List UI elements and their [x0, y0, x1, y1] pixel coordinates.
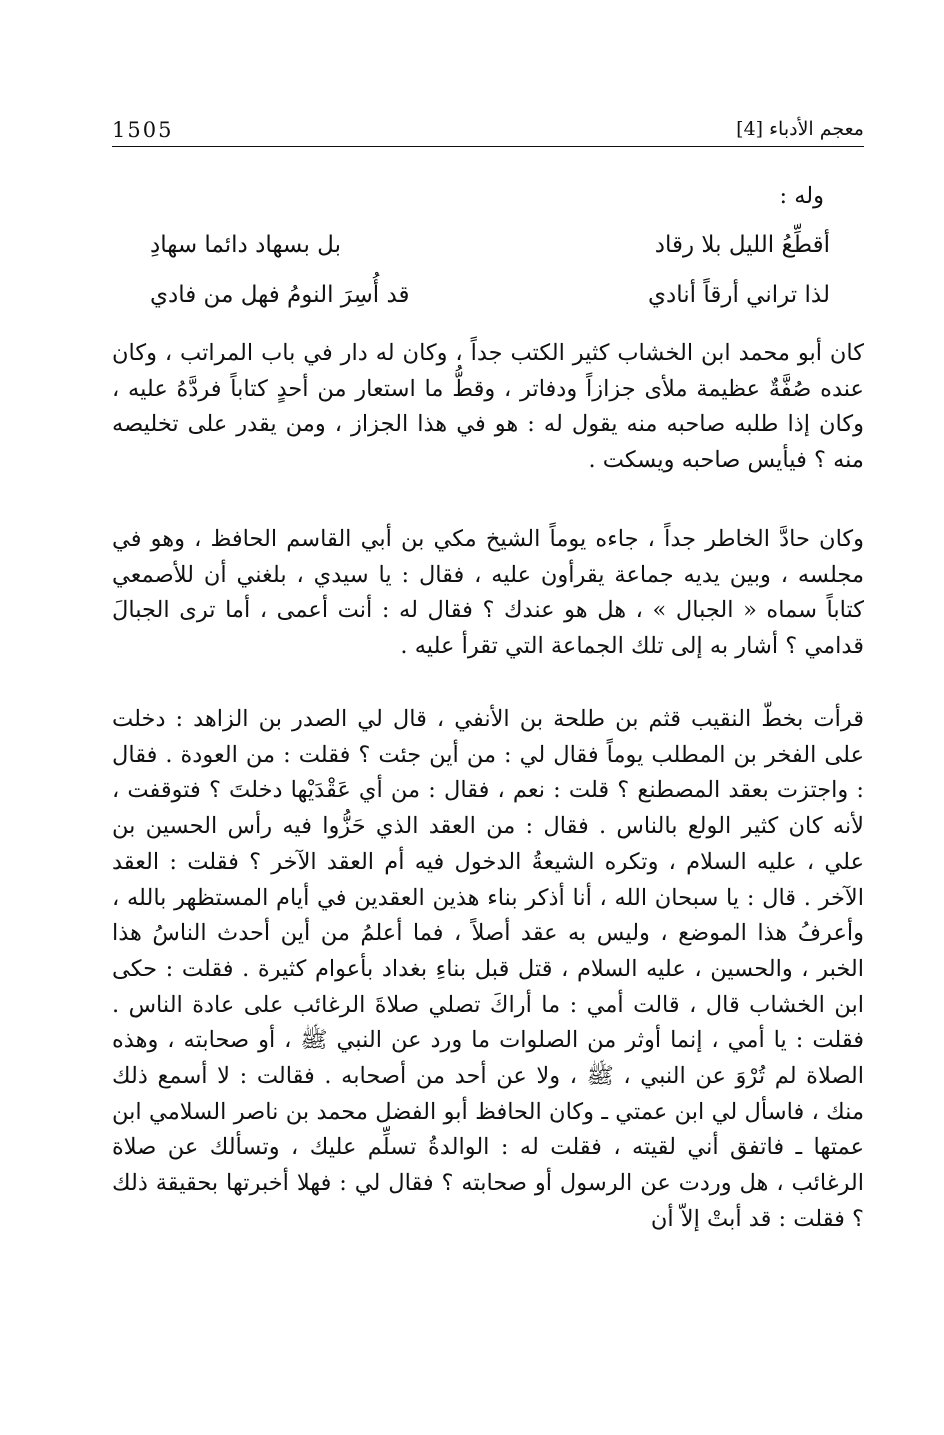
verse-line — [150, 282, 830, 322]
paragraph-arch: قرأت بخطّ النقيب قثم بن طلحة بن الأنفي ، قال لي الصدر بن الزاهد : دخلت على الفخر بن المطلب يوماً فقال لي : من أين جئت ؟ فقلت : من العودة . فقال : واجتزت بعقد المصطنع ؟ قلت : نعم ، فقال : من أي عَقْدَيْها دخلتَ ؟ فتوقفت ، لأنه كان كثير الولع بالناس . فقال : من العقد الذي حَزُّوا فيه رأس الحسين بن علي ، عليه السلام ، وتكره الشيعةُ الدخول فيه أم العقد الآخر ؟ فقلت : العقد الآخر . قال : يا سبحان الله ، أنا أذكر بناء هذين العقدين في أيام المستظهر بالله ، وأعرفُ هذا الموضع ، وليس به عقد أصلاً ، فما أعلمُ من أين أحدث الناسُ هذا الخبر ، والحسين ، عليه السلام ، قتل قبل بناءِ بغداد بأعوام كثيرة . فقلت : حكى ابن الخشاب قال ، قالت أمي : ما أراكَ تصلي صلاةَ الرغائب على عادة الناس . فقلت : يا أمي ، إنما أوثر من الصلوات ما ورد عن النبي ﷺ ، أو صحابته ، وهذه الصلاة لم تُرْوَ عن النبي ، ﷺ ، ولا عن أحد من أصحابه . فقالت : لا أسمع ذلك منك ، فاسأل لي ابن عمتي ـ وكان الحافظ أبو الفضل محمد بن ناصر السلامي ابن عمتها ـ فاتفق أني لقيته ، فقلت له : الوالدةُ تسلِّم عليك ، وتسألك عن صلاة الرغائب ، هل وردت عن الرسول أو صحابته ؟ فقال لي : فهلا أخبرتها بحقيقة ذلك ؟ فقلت : قد أبتْ إلاّ أن — [112, 706, 864, 1232]
verse-hemistich-first: أقطِّعُ الليل بلا رقاد — [654, 232, 830, 258]
verse-hemistich-second: بل بسهاد دائما سهادِ — [150, 232, 341, 258]
verse-hemistich-first: لذا تراني أرقاً أنادي — [647, 282, 830, 308]
verse-hemistich-second: قد أُسِرَ النومُ فهل من فادي — [150, 282, 410, 308]
header-rule — [112, 146, 864, 147]
page-number: 1505 — [112, 118, 174, 142]
paragraph-library: كان أبو محمد ابن الخشاب كثير الكتب جداً ، وكان له دار في باب المراتب ، وكان عنده صُفَّةٌ عظيمة ملأى جزازاً ودفاتر ، وقطُّ ما استعار من أحدٍ كتاباً فردَّهُ عليه ، وكان إذا طلبه صاحبه منه يقول له : هو في هذا الجزاز ، ومن يقدر على تخليصه منه ؟ فيأيس صاحبه ويسكت . — [112, 340, 864, 474]
verse-line — [150, 232, 830, 272]
running-title: معجم الأدباء [4] — [736, 118, 864, 140]
poem-intro: وله : — [779, 183, 824, 209]
paragraph-mountains: وكان حادَّ الخاطر جداً ، جاءه يوماً الشيخ مكي بن أبي القاسم الحافظ ، وهو في مجلسه ، وبين يديه جماعة يقرأون عليه ، فقال : يا سيدي ، بلغني أن للأصمعي كتاباً سماه « الجبال » ، هل هو عندك ؟ فقال له : أنت أعمى ، أما ترى الجبالَ قدامي ؟ أشار به إلى تلك الجماعة التي تقرأ عليه . — [112, 526, 864, 660]
